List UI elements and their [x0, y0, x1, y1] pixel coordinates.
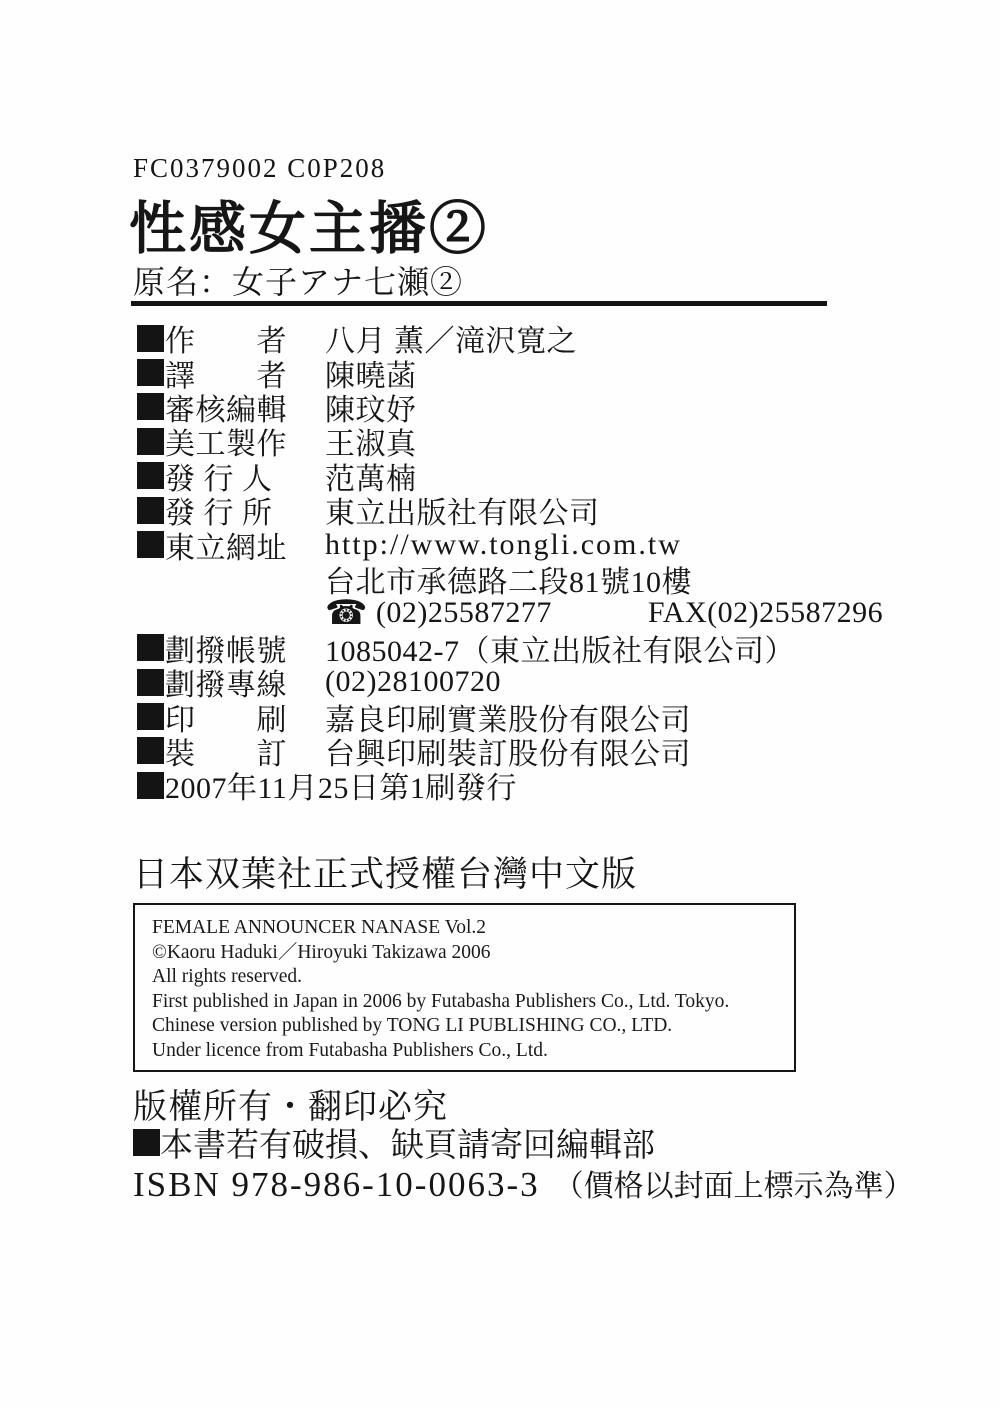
square-bullet-icon: [137, 772, 164, 799]
square-bullet-icon: [137, 737, 164, 764]
credit-label: 譯 者: [165, 359, 287, 393]
credit-value: 王淑真: [325, 428, 417, 462]
credit-row-edition-date: [137, 768, 857, 806]
damage-notice-row: [133, 1119, 655, 1166]
product-code: FC0379002 C0P208: [133, 153, 387, 183]
isbn-row: [133, 1161, 914, 1205]
square-bullet-icon: [137, 497, 164, 524]
credit-label: 印 刷: [165, 703, 287, 737]
square-bullet-icon: [137, 428, 164, 455]
phone-number: (02)25587277: [375, 596, 552, 630]
credit-label: 審核編輯: [165, 393, 287, 427]
credit-value: (02)28100720: [325, 665, 501, 699]
credit-label: 發 行 人: [165, 462, 273, 496]
isbn-number: ISBN 978-986-10-0063-3: [133, 1165, 540, 1204]
credit-row-address: [137, 562, 857, 599]
square-bullet-icon: [133, 1129, 160, 1156]
credit-label: 劃撥專線: [165, 669, 287, 703]
square-bullet-icon: [137, 703, 164, 730]
credit-label: 東立網址: [165, 531, 287, 565]
price-note: （價格以封面上標示為準）: [553, 1170, 914, 1203]
license-box: [133, 903, 796, 1072]
telephone-icon: ☎: [325, 593, 368, 634]
credit-value: 台興印刷裝訂股份有限公司: [325, 737, 691, 771]
authorization-statement: 日本双葉社正式授權台灣中文版: [133, 855, 638, 894]
title-divider-rule: [131, 301, 827, 306]
credit-label: 作 者: [165, 325, 287, 359]
square-bullet-icon: [137, 634, 164, 661]
credit-value: 嘉良印刷實業股份有限公司: [325, 703, 691, 737]
credit-value: 東立出版社有限公司: [325, 497, 600, 531]
license-first-published: First published in Japan in 2006 by Futabasha Publishers Co., Ltd. Tokyo.: [152, 990, 730, 1012]
credit-label: 美工製作: [165, 428, 287, 462]
credit-value: 陳玟妤: [325, 393, 417, 427]
square-bullet-icon: [137, 669, 164, 696]
damage-notice: 本書若有破損、缺頁請寄回編輯部: [160, 1128, 655, 1164]
square-bullet-icon: [137, 325, 164, 352]
square-bullet-icon: [137, 462, 164, 489]
credit-value: 八月 薫／滝沢寛之: [325, 325, 577, 359]
license-copyright: ©Kaoru Haduki／Hiroyuki Takizawa 2006: [152, 941, 491, 963]
bullet-spacer: [137, 600, 164, 627]
publisher-url: http://www.tongli.com.tw: [325, 527, 682, 561]
license-under-licence: Under licence from Futabasha Publishers Co., Ltd.: [152, 1039, 548, 1061]
credit-value: 1085042-7（東立出版社有限公司）: [325, 634, 795, 668]
bullet-spacer: [137, 565, 164, 592]
credits-list: [137, 321, 884, 806]
original-title: 原名：女子アナ七瀬②: [133, 264, 464, 300]
square-bullet-icon: [137, 393, 164, 420]
book-title: 性感女主播②: [129, 198, 489, 261]
rights-reserved-line: 版權所有・翻印必究: [133, 1089, 448, 1126]
credit-label: 發 行 所: [165, 497, 273, 531]
fax-number: FAX(02)25587296: [647, 596, 884, 630]
square-bullet-icon: [137, 531, 164, 558]
credit-label: 劃撥帳號: [165, 634, 287, 668]
license-rights: All rights reserved.: [152, 966, 303, 988]
credit-label: 裝 訂: [165, 737, 287, 771]
credit-value: 陳曉菡: [325, 359, 417, 393]
license-title: FEMALE ANNOUNCER NANASE Vol.2: [152, 917, 487, 938]
edition-note: 2007年11月25日第1刷發行: [165, 772, 517, 806]
credit-value: 范萬楠: [325, 462, 417, 496]
publisher-address: 台北市承德路二段81號10樓: [325, 565, 692, 599]
license-chinese-version: Chinese version published by TONG LI PUBLISHING CO., LTD.: [152, 1015, 673, 1037]
square-bullet-icon: [137, 359, 164, 386]
